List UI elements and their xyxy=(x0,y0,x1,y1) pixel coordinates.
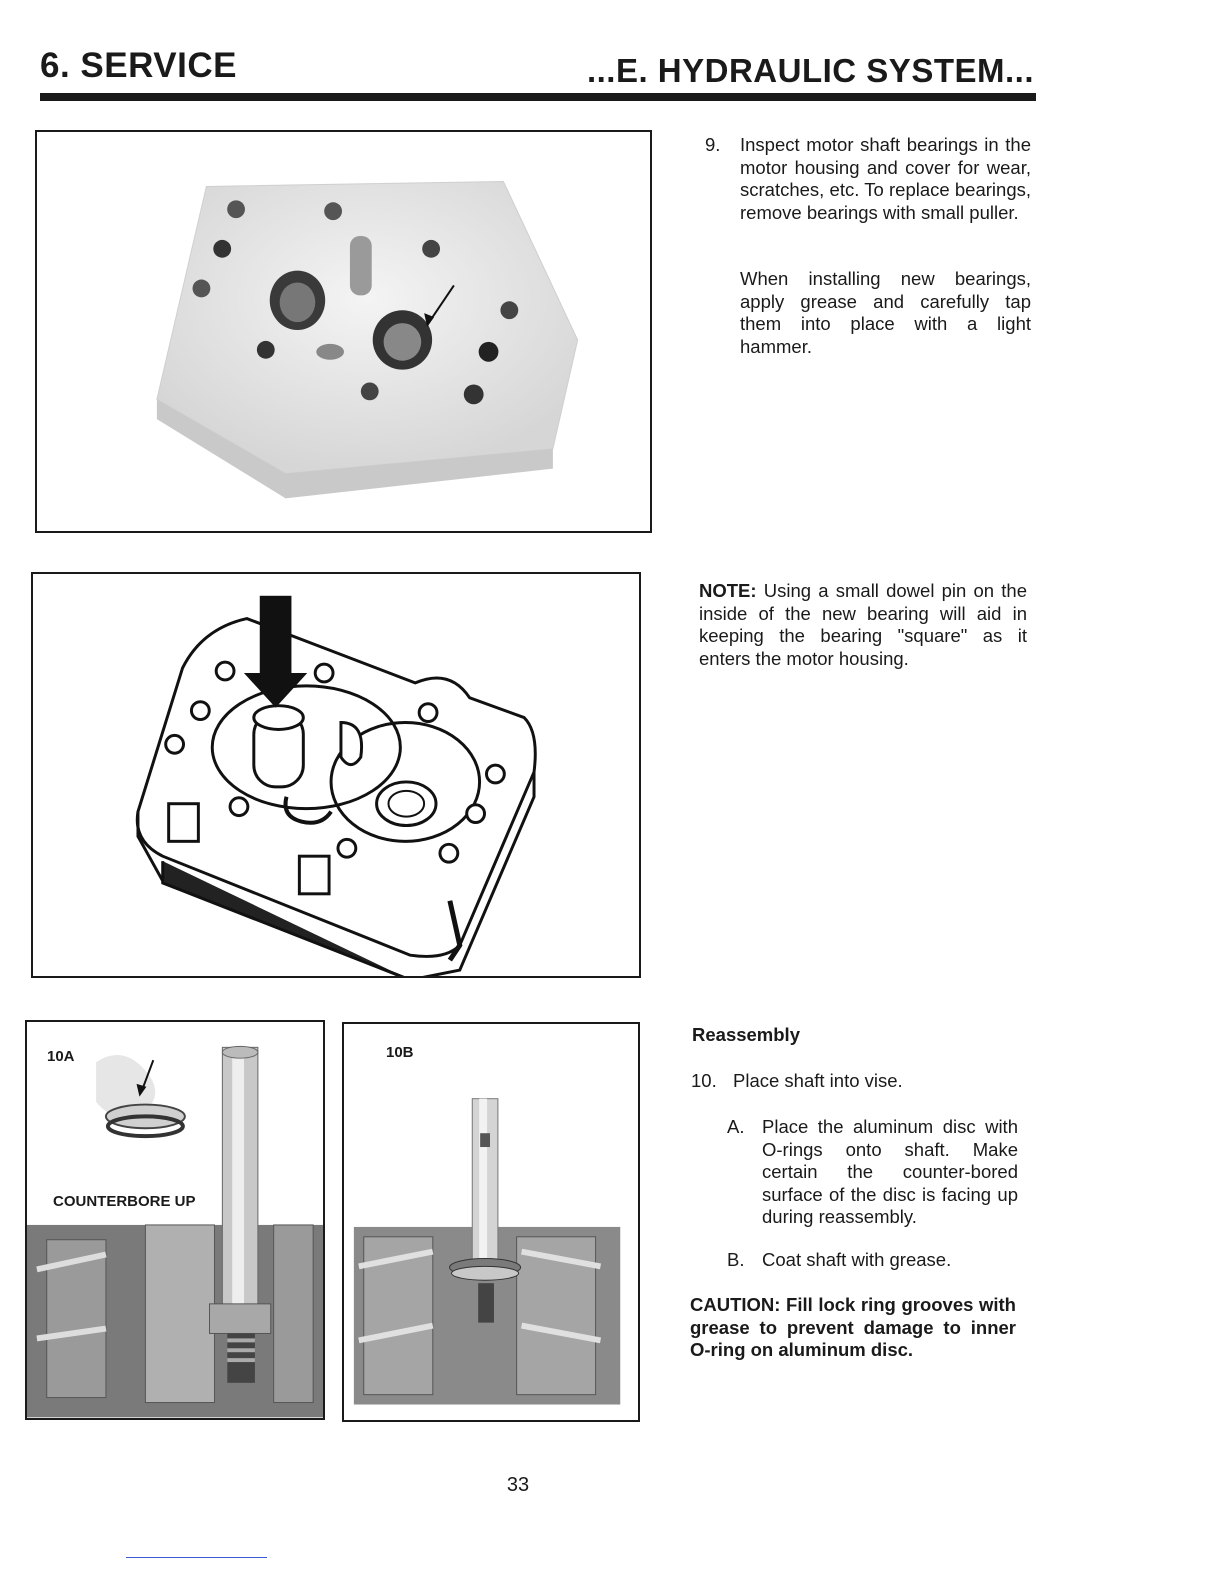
housing-line-drawing xyxy=(31,572,641,978)
fig-10a-label: 10A xyxy=(47,1048,75,1065)
photo-10a-graphic xyxy=(27,1022,323,1418)
note-block xyxy=(699,580,1027,670)
reassembly-heading: Reassembly xyxy=(692,1024,800,1045)
substep-a-text: Place the aluminum disc with O-rings onto shaft. Make certain the counter-bored surface of the disc is facing up during reassembly. xyxy=(762,1116,1018,1227)
substep-a xyxy=(727,1116,1018,1229)
step-9-number: 9. xyxy=(705,134,721,155)
section-title: 6. SERVICE xyxy=(40,46,237,85)
step-10 xyxy=(691,1070,1021,1093)
photo-10b xyxy=(342,1022,640,1422)
note-text: Using a small dowel pin on the inside of the new bearing will aid in keeping the bearing "square" as it enters the motor housing. xyxy=(699,580,1028,669)
motor-housing-photo xyxy=(35,130,652,533)
fig-10a-caption: COUNTERBORE UP xyxy=(53,1193,196,1210)
footer-rule xyxy=(126,1557,267,1558)
header-rule xyxy=(40,93,1036,101)
page-number: 33 xyxy=(506,1474,530,1496)
substep-b-letter: B. xyxy=(727,1249,745,1270)
photo-10b-graphic xyxy=(344,1024,638,1420)
step-10-number: 10. xyxy=(691,1070,717,1091)
housing-line-drawing-graphic xyxy=(33,574,639,976)
step-9 xyxy=(705,134,1031,224)
step-9-text: Inspect motor shaft bearings in the motor housing and cover for wear, scratches, etc. To replace bearings, remove bearings with small puller. xyxy=(740,134,1031,223)
substep-a-letter: A. xyxy=(727,1116,745,1137)
photo-10a xyxy=(25,1020,325,1420)
substep-b-text: Coat shaft with grease. xyxy=(762,1249,952,1270)
subsection-title: ...E. HYDRAULIC SYSTEM... xyxy=(586,52,1034,89)
fig-10b-label: 10B xyxy=(386,1044,414,1061)
caution-text: CAUTION: Fill lock ring grooves with grease to prevent damage to inner O-ring on aluminum disc. xyxy=(690,1294,1016,1360)
substep-b xyxy=(727,1249,1018,1272)
note-label: NOTE: xyxy=(699,580,757,601)
step-9-install-text: When installing new bearings, apply grease and carefully tap them into place with a light hammer. xyxy=(740,268,1031,357)
motor-housing-photo-graphic xyxy=(37,132,650,531)
step-10-text: Place shaft into vise. xyxy=(733,1070,903,1091)
